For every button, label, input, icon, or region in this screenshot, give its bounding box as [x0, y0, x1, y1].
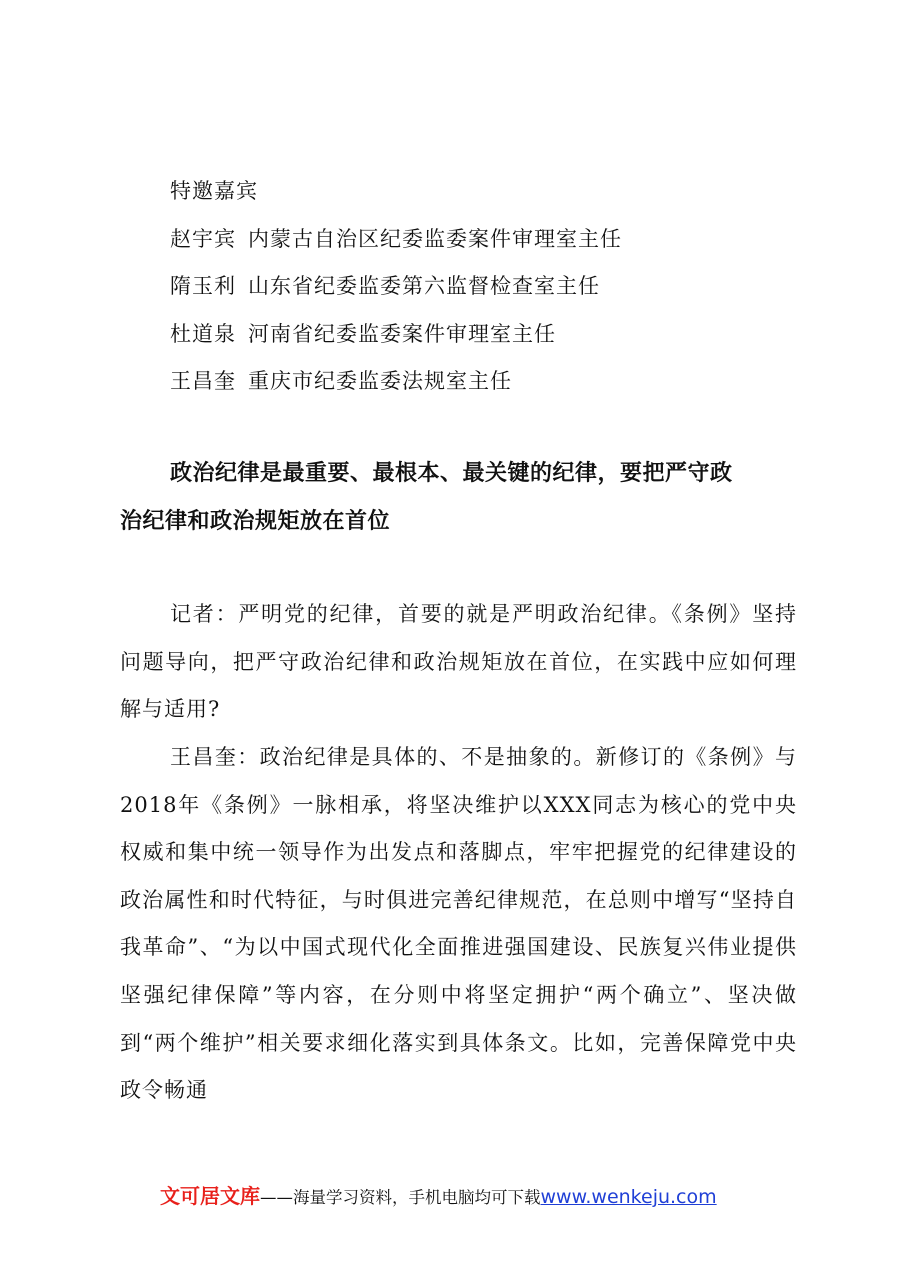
guest-role: 山东省纪委监委第六监督检查室主任 [248, 274, 600, 298]
guest-name: 赵宇宾 [170, 226, 236, 251]
guest-name: 王昌奎 [170, 369, 236, 393]
guest-entry [170, 216, 810, 264]
guest-name: 杜道泉 [170, 321, 236, 346]
guest-role: 河南省纪委监委案件审理室主任 [248, 321, 556, 346]
guest-entry [170, 263, 810, 311]
guest-entry [170, 311, 810, 359]
guest-role: 内蒙古自治区纪委监委案件审理室主任 [248, 226, 622, 251]
interview-question-paragraph: 记者：严明党的纪律，首要的就是严明政治纪律。《条例》坚持问题导向，把严守政治纪律和政治规矩放在首位，在实践中应如何理解与适用? [120, 602, 797, 722]
section-heading-line: 治纪律和政治规矩放在首位 [120, 509, 391, 534]
guest-name: 隋玉利 [170, 274, 236, 298]
footer-url-link[interactable]: www.wenkeju.com [540, 1186, 717, 1208]
guest-role: 重庆市纪委监委法规室主任 [248, 369, 512, 393]
footer-tagline: ——海量学习资料，手机电脑均可下载 [260, 1188, 541, 1207]
footer-banner [160, 1179, 780, 1215]
section-heading-line: 政治纪律是最重要、最根本、最关键的纪律，要把严守政 [170, 461, 733, 486]
interview-answer-paragraph: 王昌奎：政治纪律是具体的、不是抽象的。新修订的《条例》与2018年《条例》一脉相承，将坚决维护以XXX同志为核心的党中央权威和集中统一领导作为出发点和落脚点，牢牢把握党的纪律建设的政治属性和时代特征，与时俱进完善纪律规范，在总则中增写“坚持自我革命”、“为以中国式现代化全面推进强国建设、民族复兴伟业提供坚强纪律保障”等内容，在分则中将坚定拥护“两个确立”、坚决做到“两个维护”相关要求细化落实到具体条文。比如，完善保障党中央政令畅通 [120, 745, 797, 1103]
footer-brand: 文可居文库 [160, 1184, 260, 1208]
section-heading [120, 450, 800, 546]
guest-list [170, 168, 810, 406]
guest-list-title: 特邀嘉宾 [170, 179, 258, 203]
guest-entry [170, 358, 810, 406]
